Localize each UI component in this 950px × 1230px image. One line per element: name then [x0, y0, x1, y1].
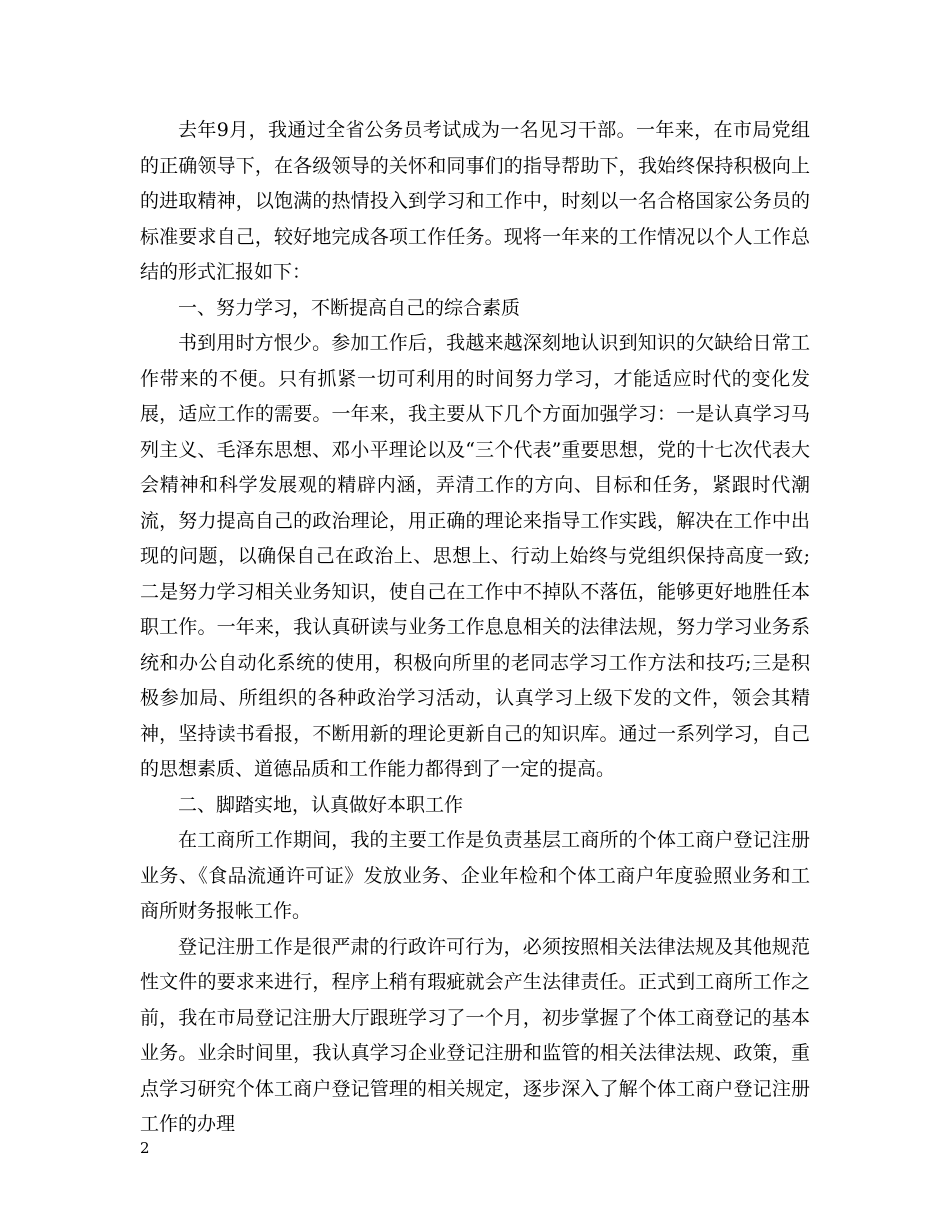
section-heading-2: 二、脚踏实地，认真做好本职工作: [178, 793, 464, 816]
paragraph-registration: 登记注册工作是很严肃的行政许可行为，必须按照相关法律法规及其他规范性文件的要求来进行，程序上稍有瑕疵就会产生法律责任。正式到工商所工作之前，我在市局登记注册大厅跟班学习了一个月，初步掌握了个体工商登记的基本业务。业余时间里，我认真学习企业登记注册和监管的相关法律法规、政策，重点学习研究个体工商户登记管理的相关规定，逐步深入了解个体工商户登记注册工作的办理: [140, 935, 810, 1135]
paragraph-duties: 在工商所工作期间，我的主要工作是负责基层工商所的个体工商户登记注册业务、《食品流通许可证》发放业务、企业年检和个体工商户年度验照业务和工商所财务报帐工作。: [140, 829, 810, 922]
section-heading-1: 一、努力学习，不断提高自己的综合素质: [178, 296, 521, 319]
paragraph-study: 书到用时方恨少。参加工作后，我越来越深刻地认识到知识的欠缺给日常工作带来的不便。只有抓紧一切可利用的时间努力学习，才能适应时代的变化发展，适应工作的需要。一年来，我主要从下几个方面加强学习：一是认真学习马列主义、毛泽东思想、邓小平理论以及“三个代表”重要思想，党的十七次代表大会精神和科学发展观的精辟内涵，弄清工作的方向、目标和任务，紧跟时代潮流，努力提高自己的政治理论，用正确的理论来指导工作实践，解决在工作中出现的问题，以确保自己在政治上、思想上、行动上始终与党组织保持高度一致;二是努力学习相关业务知识，使自己在工作中不掉队不落伍，能够更好地胜任本职工作。一年来，我认真研读与业务工作息息相关的法律法规，努力学习业务系统和办公自动化系统的使用，积极向所里的老同志学习工作方法和技巧;三是积极参加局、所组织的各种政治学习活动，认真学习上级下发的文件，领会其精神，坚持读书看报，不断用新的理论更新自己的知识库。通过一系列学习，自己的思想素质、道德品质和工作能力都得到了一定的提高。: [140, 332, 810, 780]
page-number: 2: [140, 1139, 150, 1157]
paragraph-intro: 去年9月，我通过全省公务员考试成为一名见习干部。一年来，在市局党组的正确领导下，在各级领导的关怀和同事们的指导帮助下，我始终保持积极向上的进取精神，以饱满的热情投入到学习和工作中，时刻以一名合格国家公务员的标准要求自己，较好地完成各项工作任务。现将一年来的工作情况以个人工作总结的形式汇报如下：: [140, 119, 810, 283]
document-body: [140, 113, 810, 1143]
